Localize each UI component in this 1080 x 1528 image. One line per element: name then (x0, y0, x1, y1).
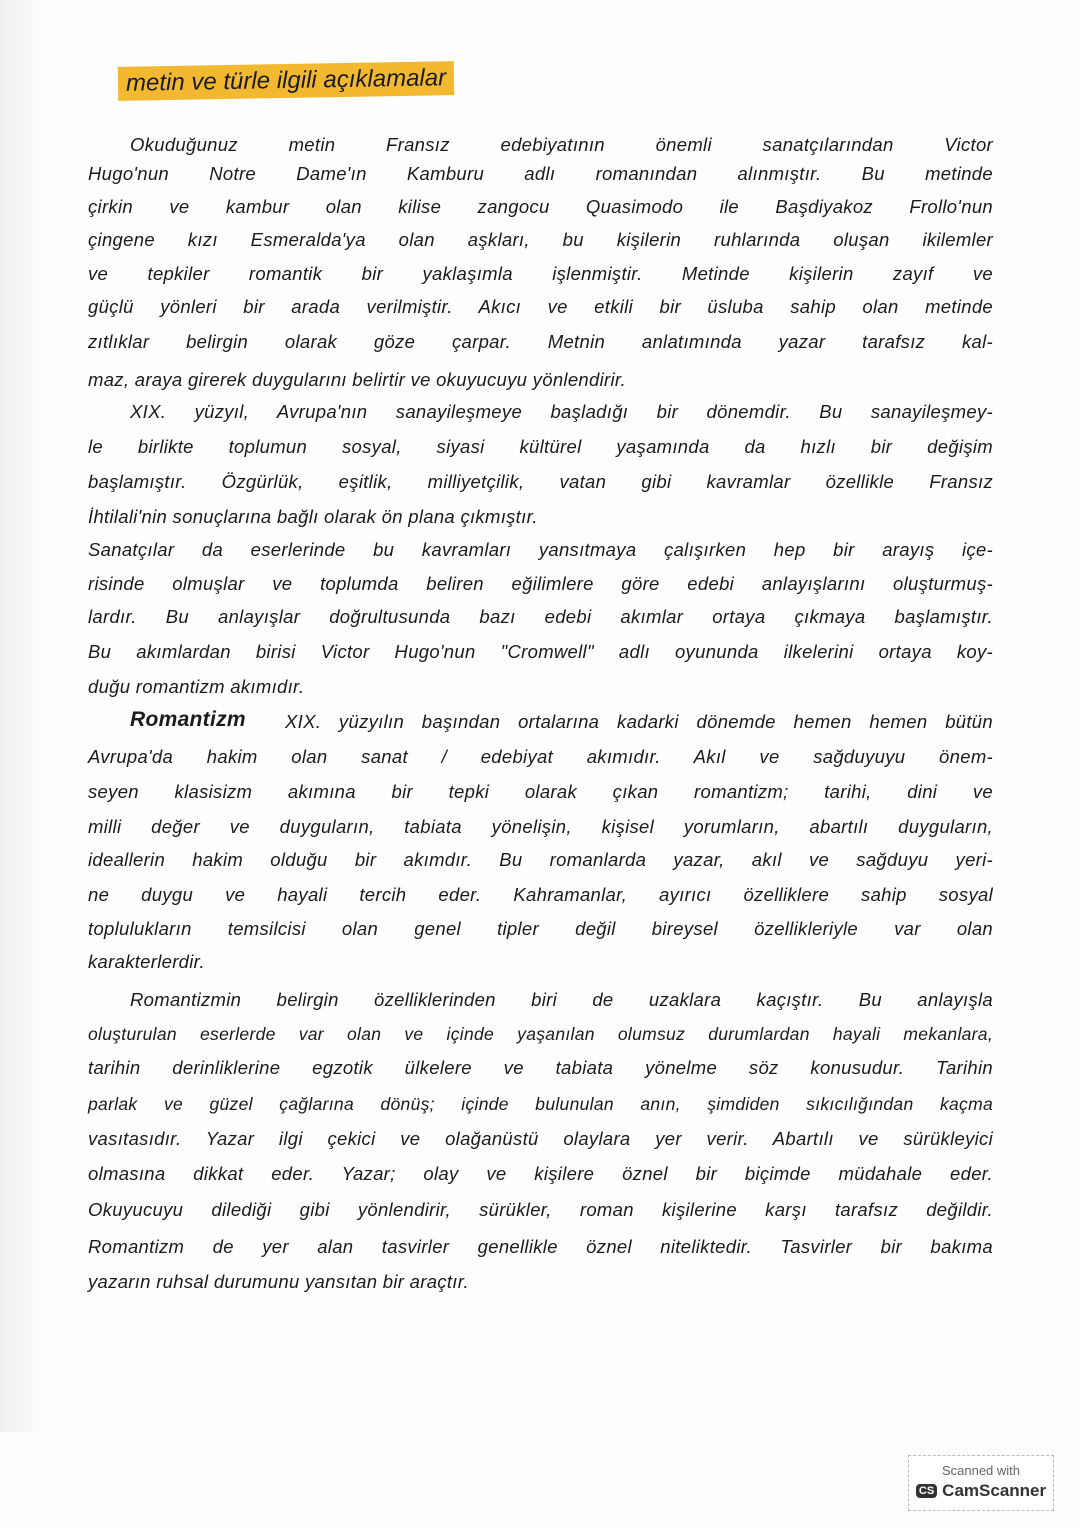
highlighted-title: metin ve türle ilgili açıklamalar (118, 61, 455, 101)
text-line: seyen klasisizm akımına bir tepki olarak çıkan romantizm; tarihi, dini ve (88, 781, 993, 802)
text-line: Hugo'nun Notre Dame'ın Kamburu adlı romanından alınmıştır. Bu metinde (88, 163, 993, 184)
text-line: Bu akımlardan birisi Victor Hugo'nun "Cromwell" adlı oyununda ilkelerini ortaya koy- (88, 641, 993, 662)
scan-edge-shadow (0, 0, 40, 1432)
text-line: oluşturulan eserlerde var olan ve içinde yaşanılan olumsuz durumlardan hayali mekanlara, (88, 1024, 993, 1044)
camscanner-brand: CamScanner (942, 1481, 1047, 1500)
text-line: toplulukların temsilcisi olan genel tipler değil bireysel özellikleriyle var olan (88, 918, 993, 939)
text-line: ve tepkiler romantik bir yaklaşımla işlenmiştir. Metinde kişilerin zayıf ve (88, 263, 993, 284)
text-line: le birlikte toplumun sosyal, siyasi kültürel yaşamında da hızlı bir değişim (88, 436, 993, 457)
text-line: Avrupa'da hakim olan sanat / edebiyat akımıdır. Akıl ve sağduyuyu önem- (88, 746, 993, 767)
text-line: İhtilali'nin sonuçlarına bağlı olarak ön plana çıkmıştır. (88, 506, 538, 527)
text-line: olmasına dikkat eder. Yazar; olay ve kişilere öznel bir biçimde müdahale eder. (88, 1163, 993, 1184)
text-line: tarihin derinliklerine egzotik ülkelere ve tabiata yönelme söz konusudur. Tarihin (88, 1057, 993, 1078)
scanned-with-label: Scanned with (941, 1463, 1021, 1478)
text-line: karakterlerdir. (88, 951, 205, 972)
text-line: çingene kızı Esmeralda'ya olan aşkları, bu kişilerin ruhlarında oluşan ikilemler (88, 229, 993, 250)
text-line: risinde olmuşlar ve toplumda beliren eğilimlere göre edebi anlayışlarını oluşturmuş- (88, 573, 993, 594)
camscanner-logo-icon: CS (916, 1484, 937, 1498)
text-line: milli değer ve duyguların, tabiata yönelişin, kişisel yorumların, abartılı duyguların, (88, 816, 993, 837)
text-line: ideallerin hakim olduğu bir akımdır. Bu romanlarda yazar, akıl ve sağduyu yeri- (88, 849, 993, 870)
camscanner-watermark (908, 1455, 1054, 1511)
text-line: yazarın ruhsal durumunu yansıtan bir araçtır. (88, 1271, 469, 1292)
text-line: başlamıştır. Özgürlük, eşitlik, milliyetçilik, vatan gibi kavramlar özellikle Fransız (88, 471, 993, 492)
text-line: duğu romantizm akımıdır. (88, 676, 305, 697)
text-line: Romantizm de yer alan tasvirler genellikle öznel niteliktedir. Tasvirler bir bakıma (88, 1236, 993, 1257)
text-line: Sanatçılar da eserlerinde bu kavramları yansıtmaya çalışırken hep bir arayış içe- (88, 539, 993, 560)
text-line: maz, araya girerek duygularını belirtir ve okuyucuyu yönlendirir. (88, 369, 627, 390)
text-line: güçlü yönleri bir arada verilmiştir. Akıcı ve etkili bir üsluba sahip olan metinde (88, 296, 993, 317)
text-line: çirkin ve kambur olan kilise zangocu Quasimodo ile Başdiyakoz Frollo'nun (88, 196, 993, 217)
text-line: zıtlıklar belirgin olarak göze çarpar. Metnin anlatımında yazar tarafsız kal- (88, 331, 993, 352)
text-line: parlak ve güzel çağlarına dönüş; içinde bulunulan anın, şimdiden sıkıcılığından kaçma (88, 1094, 993, 1114)
romantizm-lead-word: Romantizm (130, 708, 246, 731)
text-line: ne duygu ve hayali tercih eder. Kahramanlar, ayırıcı özelliklere sahip sosyal (88, 884, 993, 905)
text-line: XIX. yüzyıl, Avrupa'nın sanayileşmeye başladığı bir dönemdir. Bu sanayileşmey- (130, 401, 993, 422)
text-line: Romantizmin belirgin özelliklerinden biri de uzaklara kaçıştır. Bu anlayışla (130, 989, 993, 1010)
text-line: XIX. yüzyılın başından ortalarına kadarki dönemde hemen hemen bütün (285, 711, 993, 732)
text-line: Okuyucuyu dilediği gibi yönlendirir, sürükler, roman kişilerine karşı tarafsız değildir. (88, 1199, 993, 1220)
text-line: lardır. Bu anlayışlar doğrultusunda bazı edebi akımlar ortaya çıkmaya başlamıştır. (88, 606, 993, 627)
text-line: vasıtasıdır. Yazar ilgi çekici ve olağanüstü olaylara yer verir. Abartılı ve sürükleyici (88, 1128, 993, 1149)
text-line: Okuduğunuz metin Fransız edebiyatının önemli sanatçılarından Victor (130, 134, 993, 155)
